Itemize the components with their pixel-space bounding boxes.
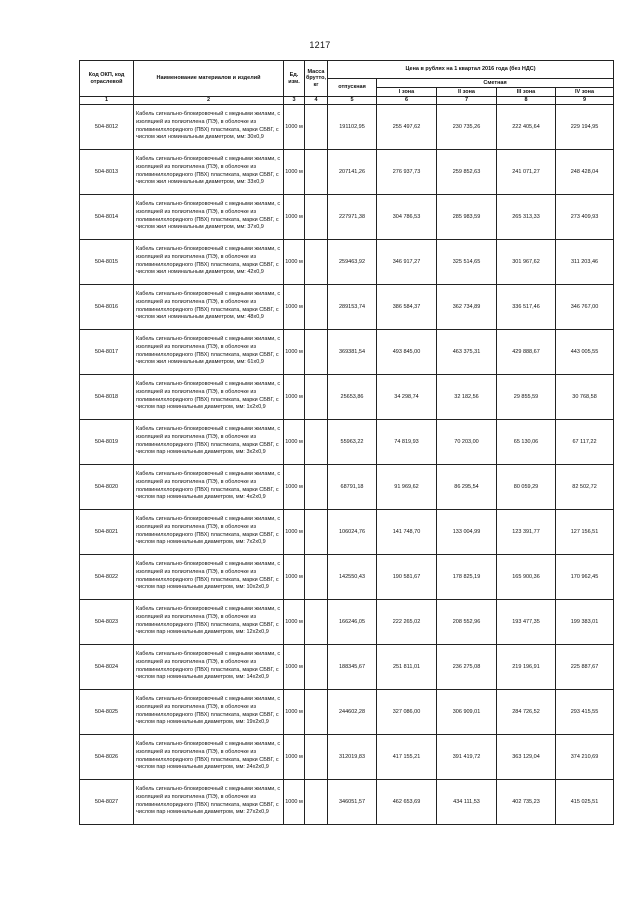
cell-release-price: 106024,76 xyxy=(328,509,377,554)
cell-zone-4: 229 194,95 xyxy=(556,104,614,149)
cell-zone-4: 415 025,51 xyxy=(556,779,614,824)
cell-zone-2: 325 514,65 xyxy=(437,239,497,284)
cell-zone-4: 67 117,22 xyxy=(556,419,614,464)
header-zone-2: II зона xyxy=(437,88,497,97)
cell-mass xyxy=(305,194,328,239)
cell-unit: 1000 м xyxy=(284,239,305,284)
cell-release-price: 227971,38 xyxy=(328,194,377,239)
cell-name: Кабель сигнально-блокировочный с медными жилами, с изоляцией из полиэтилена (ПЭ), в оболочке из поливинилхлоридного (ПВХ) пластиката, марки СБВГ, с числом жил номинальным диаметром, мм: 61х0,9 xyxy=(134,329,284,374)
col-number: 5 xyxy=(328,97,377,105)
cell-mass xyxy=(305,734,328,779)
table-row xyxy=(80,194,614,239)
cell-zone-4: 248 428,04 xyxy=(556,149,614,194)
cell-name: Кабель сигнально-блокировочный с медными жилами, с изоляцией из полиэтилена (ПЭ), в оболочке из поливинилхлоридного (ПВХ) пластиката, марки СБВГ, с числом пар номинальным диаметром, мм: 3х2х0,9 xyxy=(134,419,284,464)
cell-zone-3: 222 405,64 xyxy=(497,104,556,149)
cell-release-price: 259463,92 xyxy=(328,239,377,284)
cell-code: 504-8016 xyxy=(80,284,134,329)
cell-code: 504-8027 xyxy=(80,779,134,824)
table-row xyxy=(80,239,614,284)
cell-unit: 1000 м xyxy=(284,284,305,329)
cell-zone-2: 285 983,59 xyxy=(437,194,497,239)
cell-zone-4: 443 005,55 xyxy=(556,329,614,374)
cell-mass xyxy=(305,104,328,149)
cell-zone-1: 91 969,62 xyxy=(377,464,437,509)
cell-release-price: 25653,86 xyxy=(328,374,377,419)
cell-zone-1: 251 811,01 xyxy=(377,644,437,689)
cell-name: Кабель сигнально-блокировочный с медными жилами, с изоляцией из полиэтилена (ПЭ), в оболочке из поливинилхлоридного (ПВХ) пластиката, марки СБВГ, с числом жил номинальным диаметром, мм: 42х0,9 xyxy=(134,239,284,284)
cell-name: Кабель сигнально-блокировочный с медными жилами, с изоляцией из полиэтилена (ПЭ), в оболочке из поливинилхлоридного (ПВХ) пластиката, марки СБВГ, с числом пар номинальным диаметром, мм: 24х2х0,9 xyxy=(134,734,284,779)
cell-unit: 1000 м xyxy=(284,644,305,689)
cell-zone-2: 259 852,63 xyxy=(437,149,497,194)
cell-zone-1: 34 298,74 xyxy=(377,374,437,419)
cell-zone-3: 219 196,91 xyxy=(497,644,556,689)
cell-mass xyxy=(305,284,328,329)
cell-zone-1: 276 937,73 xyxy=(377,149,437,194)
cell-name: Кабель сигнально-блокировочный с медными жилами, с изоляцией из полиэтилена (ПЭ), в оболочке из поливинилхлоридного (ПВХ) пластиката, марки СБВГ, с числом жил номинальным диаметром, мм: 33х0,9 xyxy=(134,149,284,194)
table-row xyxy=(80,689,614,734)
cell-mass xyxy=(305,509,328,554)
cell-mass xyxy=(305,329,328,374)
cell-release-price: 207141,26 xyxy=(328,149,377,194)
cell-name: Кабель сигнально-блокировочный с медными жилами, с изоляцией из полиэтилена (ПЭ), в оболочке из поливинилхлоридного (ПВХ) пластиката, марки СБВГ, с числом пар номинальным диаметром, мм: 1х2х0,9 xyxy=(134,374,284,419)
cell-zone-2: 133 004,99 xyxy=(437,509,497,554)
cell-name: Кабель сигнально-блокировочный с медными жилами, с изоляцией из полиэтилена (ПЭ), в оболочке из поливинилхлоридного (ПВХ) пластиката, марки СБВГ, с числом жил номинальным диаметром, мм: 30х0,9 xyxy=(134,104,284,149)
header-zone-1: I зона xyxy=(377,88,437,97)
cell-code: 504-8022 xyxy=(80,554,134,599)
cell-code: 504-8026 xyxy=(80,734,134,779)
cell-zone-3: 80 059,29 xyxy=(497,464,556,509)
table-row xyxy=(80,644,614,689)
cell-zone-4: 225 887,67 xyxy=(556,644,614,689)
cell-unit: 1000 м xyxy=(284,149,305,194)
cell-zone-3: 301 967,62 xyxy=(497,239,556,284)
header-zone-3: III зона xyxy=(497,88,556,97)
cell-mass xyxy=(305,644,328,689)
cell-zone-1: 255 497,62 xyxy=(377,104,437,149)
cell-zone-1: 141 748,70 xyxy=(377,509,437,554)
cell-zone-4: 199 383,01 xyxy=(556,599,614,644)
header-estimate: Сметная xyxy=(377,79,614,88)
table-row xyxy=(80,464,614,509)
table-row xyxy=(80,419,614,464)
cell-name: Кабель сигнально-блокировочный с медными жилами, с изоляцией из полиэтилена (ПЭ), в оболочке из поливинилхлоридного (ПВХ) пластиката, марки СБВГ, с числом пар номинальным диаметром, мм: 19х2х0,9 xyxy=(134,689,284,734)
cell-code: 504-8018 xyxy=(80,374,134,419)
cell-code: 504-8015 xyxy=(80,239,134,284)
cell-name: Кабель сигнально-блокировочный с медными жилами, с изоляцией из полиэтилена (ПЭ), в оболочке из поливинилхлоридного (ПВХ) пластиката, марки СБВГ, с числом пар номинальным диаметром, мм: 12х2х0,9 xyxy=(134,599,284,644)
cell-zone-4: 170 962,45 xyxy=(556,554,614,599)
cell-release-price: 166246,05 xyxy=(328,599,377,644)
cell-name: Кабель сигнально-блокировочный с медными жилами, с изоляцией из полиэтилена (ПЭ), в оболочке из поливинилхлоридного (ПВХ) пластиката, марки СБВГ, с числом пар номинальным диаметром, мм: 14х2х0,9 xyxy=(134,644,284,689)
cell-release-price: 346051,57 xyxy=(328,779,377,824)
cell-release-price: 289153,74 xyxy=(328,284,377,329)
cell-mass xyxy=(305,599,328,644)
cell-unit: 1000 м xyxy=(284,509,305,554)
cell-zone-1: 304 786,53 xyxy=(377,194,437,239)
cell-name: Кабель сигнально-блокировочный с медными жилами, с изоляцией из полиэтилена (ПЭ), в оболочке из поливинилхлоридного (ПВХ) пластиката, марки СБВГ, с числом пар номинальным диаметром, мм: 4х2х0,9 xyxy=(134,464,284,509)
cell-zone-3: 165 900,36 xyxy=(497,554,556,599)
cell-zone-1: 74 819,93 xyxy=(377,419,437,464)
cell-zone-2: 391 419,72 xyxy=(437,734,497,779)
cell-zone-2: 230 735,26 xyxy=(437,104,497,149)
cell-code: 504-8024 xyxy=(80,644,134,689)
cell-zone-3: 336 517,46 xyxy=(497,284,556,329)
cell-mass xyxy=(305,554,328,599)
cell-zone-3: 193 477,35 xyxy=(497,599,556,644)
table-row xyxy=(80,599,614,644)
cell-code: 504-8023 xyxy=(80,599,134,644)
col-number: 3 xyxy=(284,97,305,105)
cell-code: 504-8013 xyxy=(80,149,134,194)
col-number: 2 xyxy=(134,97,284,105)
header-release: отпускная xyxy=(328,79,377,97)
cell-zone-3: 123 391,77 xyxy=(497,509,556,554)
cell-zone-2: 86 295,54 xyxy=(437,464,497,509)
table-row xyxy=(80,149,614,194)
cell-zone-3: 65 130,06 xyxy=(497,419,556,464)
cell-zone-3: 429 888,67 xyxy=(497,329,556,374)
cell-zone-3: 284 726,52 xyxy=(497,689,556,734)
cell-zone-4: 127 156,51 xyxy=(556,509,614,554)
cell-mass xyxy=(305,464,328,509)
header-mass: Масса брутто, кг xyxy=(305,61,328,97)
cell-mass xyxy=(305,689,328,734)
cell-unit: 1000 м xyxy=(284,104,305,149)
cell-zone-4: 311 203,46 xyxy=(556,239,614,284)
cell-release-price: 312019,83 xyxy=(328,734,377,779)
cell-unit: 1000 м xyxy=(284,734,305,779)
cell-zone-1: 327 086,00 xyxy=(377,689,437,734)
table-row xyxy=(80,554,614,599)
cell-unit: 1000 м xyxy=(284,554,305,599)
cell-zone-2: 463 375,31 xyxy=(437,329,497,374)
cell-release-price: 68791,18 xyxy=(328,464,377,509)
cell-unit: 1000 м xyxy=(284,194,305,239)
cell-zone-3: 363 129,04 xyxy=(497,734,556,779)
cell-release-price: 191102,95 xyxy=(328,104,377,149)
cell-zone-2: 306 909,01 xyxy=(437,689,497,734)
cell-name: Кабель сигнально-блокировочный с медными жилами, с изоляцией из полиэтилена (ПЭ), в оболочке из поливинилхлоридного (ПВХ) пластиката, марки СБВГ, с числом пар номинальным диаметром, мм: 7х2х0,9 xyxy=(134,509,284,554)
table-row xyxy=(80,779,614,824)
header-name: Наименование материалов и изделий xyxy=(134,61,284,97)
cell-zone-2: 362 734,89 xyxy=(437,284,497,329)
col-number: 1 xyxy=(80,97,134,105)
col-number: 6 xyxy=(377,97,437,105)
cell-mass xyxy=(305,374,328,419)
cell-unit: 1000 м xyxy=(284,419,305,464)
cell-mass xyxy=(305,779,328,824)
cell-zone-2: 434 111,53 xyxy=(437,779,497,824)
cell-unit: 1000 м xyxy=(284,779,305,824)
cell-mass xyxy=(305,149,328,194)
cell-unit: 1000 м xyxy=(284,374,305,419)
cell-zone-2: 208 552,96 xyxy=(437,599,497,644)
cell-zone-1: 417 155,21 xyxy=(377,734,437,779)
cell-name: Кабель сигнально-блокировочный с медными жилами, с изоляцией из полиэтилена (ПЭ), в оболочке из поливинилхлоридного (ПВХ) пластиката, марки СБВГ, с числом пар номинальным диаметром, мм: 10х2х0,9 xyxy=(134,554,284,599)
cell-release-price: 188345,67 xyxy=(328,644,377,689)
cell-zone-1: 493 845,00 xyxy=(377,329,437,374)
cell-zone-4: 346 767,00 xyxy=(556,284,614,329)
table-row xyxy=(80,374,614,419)
cell-unit: 1000 м xyxy=(284,599,305,644)
cell-zone-2: 32 182,56 xyxy=(437,374,497,419)
price-table xyxy=(79,60,614,825)
cell-zone-1: 386 584,37 xyxy=(377,284,437,329)
cell-zone-4: 30 768,58 xyxy=(556,374,614,419)
col-number: 9 xyxy=(556,97,614,105)
cell-name: Кабель сигнально-блокировочный с медными жилами, с изоляцией из полиэтилена (ПЭ), в оболочке из поливинилхлоридного (ПВХ) пластиката, марки СБВГ, с числом жил номинальным диаметром, мм: 48х0,9 xyxy=(134,284,284,329)
cell-zone-1: 190 581,67 xyxy=(377,554,437,599)
cell-mass xyxy=(305,419,328,464)
cell-unit: 1000 м xyxy=(284,329,305,374)
header-zone-4: IV зона xyxy=(556,88,614,97)
cell-zone-2: 178 825,19 xyxy=(437,554,497,599)
table-row xyxy=(80,734,614,779)
col-number: 8 xyxy=(497,97,556,105)
cell-unit: 1000 м xyxy=(284,464,305,509)
cell-zone-4: 374 210,69 xyxy=(556,734,614,779)
cell-zone-4: 273 409,93 xyxy=(556,194,614,239)
cell-zone-3: 265 313,33 xyxy=(497,194,556,239)
cell-zone-3: 241 071,27 xyxy=(497,149,556,194)
col-number: 4 xyxy=(305,97,328,105)
cell-zone-1: 222 265,02 xyxy=(377,599,437,644)
cell-release-price: 244602,28 xyxy=(328,689,377,734)
cell-zone-2: 236 275,08 xyxy=(437,644,497,689)
cell-zone-1: 462 653,69 xyxy=(377,779,437,824)
cell-name: Кабель сигнально-блокировочный с медными жилами, с изоляцией из полиэтилена (ПЭ), в оболочке из поливинилхлоридного (ПВХ) пластиката, марки СБВГ, с числом жил номинальным диаметром, мм: 37х0,9 xyxy=(134,194,284,239)
cell-release-price: 55963,22 xyxy=(328,419,377,464)
page-number: 1217 xyxy=(309,40,331,50)
cell-zone-1: 346 917,27 xyxy=(377,239,437,284)
header-unit: Ед. изм. xyxy=(284,61,305,97)
cell-code: 504-8017 xyxy=(80,329,134,374)
cell-zone-4: 293 415,55 xyxy=(556,689,614,734)
header-price-title: Цена в рублях на 1 квартал 2016 года (без НДС) xyxy=(328,61,614,79)
cell-zone-4: 82 502,72 xyxy=(556,464,614,509)
cell-release-price: 142550,43 xyxy=(328,554,377,599)
header-code: Код ОКП, код отраслевой xyxy=(80,61,134,97)
cell-code: 504-8012 xyxy=(80,104,134,149)
col-number: 7 xyxy=(437,97,497,105)
cell-code: 504-8021 xyxy=(80,509,134,554)
cell-code: 504-8014 xyxy=(80,194,134,239)
table-row xyxy=(80,329,614,374)
cell-code: 504-8020 xyxy=(80,464,134,509)
cell-zone-2: 70 203,00 xyxy=(437,419,497,464)
cell-unit: 1000 м xyxy=(284,689,305,734)
cell-zone-3: 402 735,23 xyxy=(497,779,556,824)
table-row xyxy=(80,509,614,554)
cell-zone-3: 29 855,59 xyxy=(497,374,556,419)
cell-release-price: 369381,54 xyxy=(328,329,377,374)
cell-mass xyxy=(305,239,328,284)
cell-code: 504-8019 xyxy=(80,419,134,464)
cell-name: Кабель сигнально-блокировочный с медными жилами, с изоляцией из полиэтилена (ПЭ), в оболочке из поливинилхлоридного (ПВХ) пластиката, марки СБВГ, с числом пар номинальным диаметром, мм: 27х2х0,9 xyxy=(134,779,284,824)
cell-code: 504-8025 xyxy=(80,689,134,734)
table-row xyxy=(80,104,614,149)
table-row xyxy=(80,284,614,329)
